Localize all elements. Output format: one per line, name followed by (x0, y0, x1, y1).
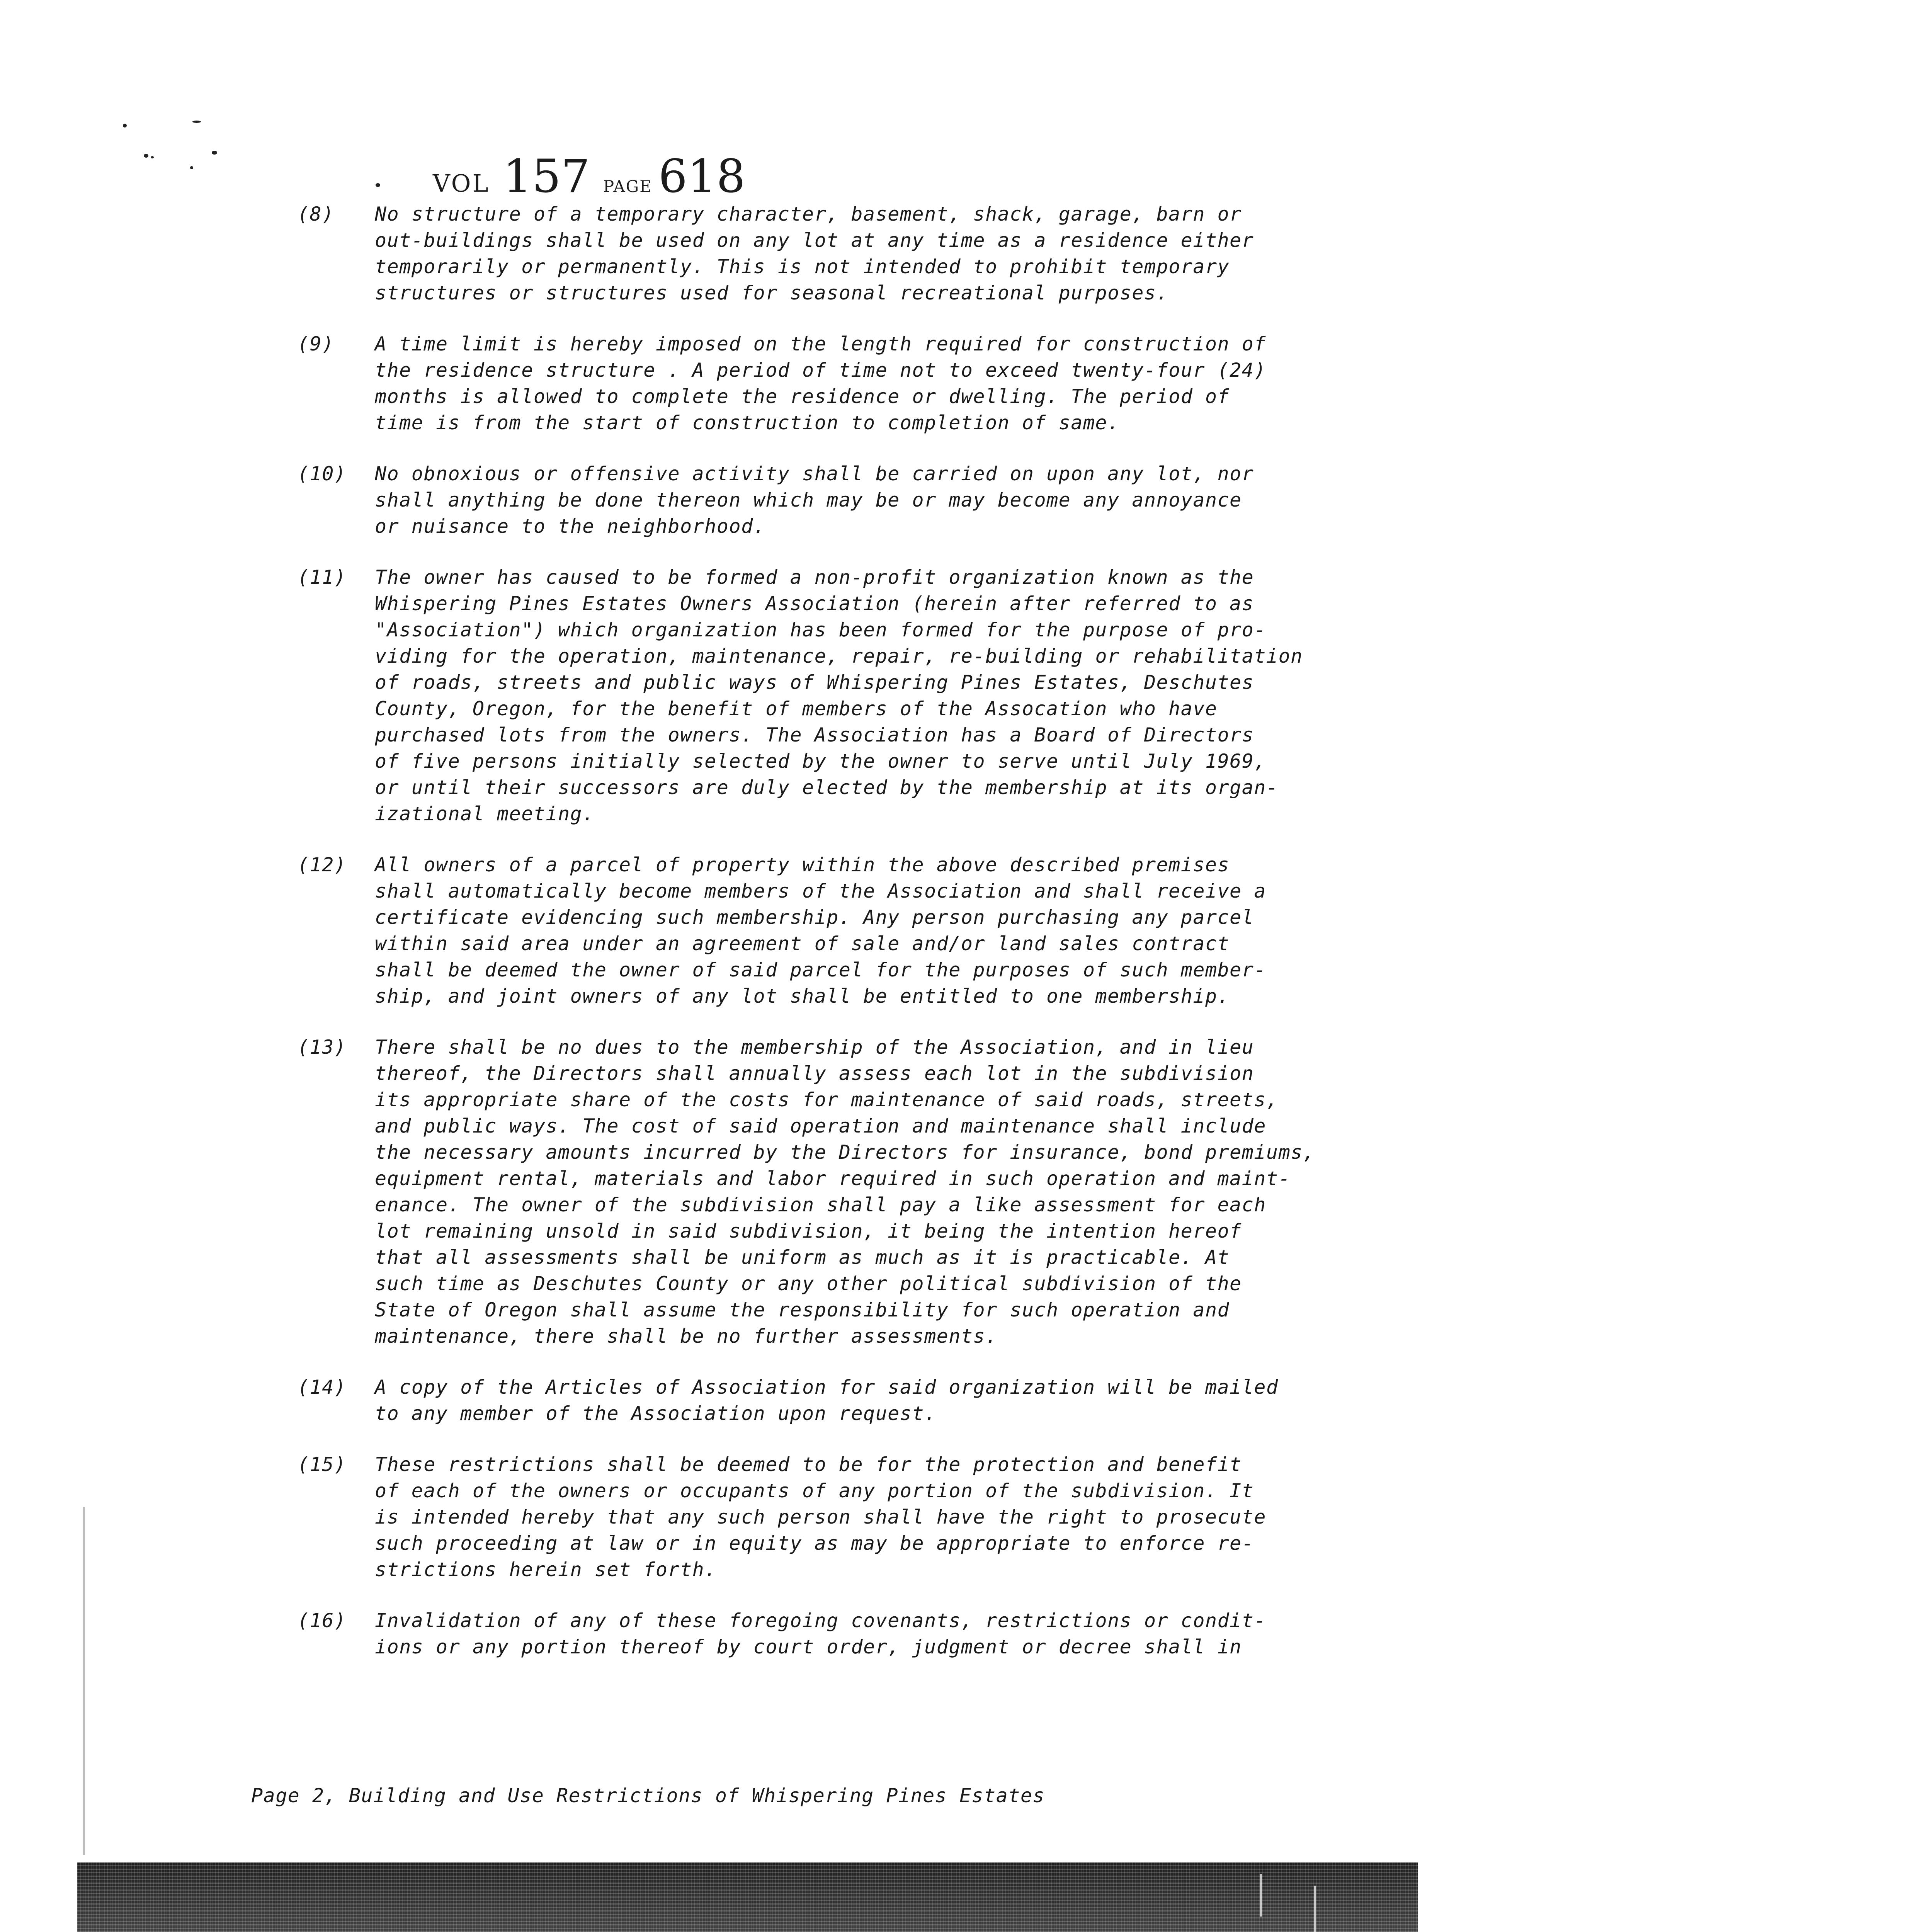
text-line: No obnoxious or offensive activity shall be carried on upon any lot, nor (375, 463, 1254, 485)
paragraph-number: (13) (298, 1036, 347, 1058)
restriction-paragraph (298, 201, 1410, 306)
restriction-paragraph (298, 564, 1410, 827)
text-line: of five persons initially selected by the owner to serve until July 1969, (375, 750, 1266, 772)
paragraph-text (375, 564, 1410, 827)
restriction-paragraph (298, 852, 1410, 1009)
text-line: certificate evidencing such membership. Any person purchasing any parcel (375, 906, 1254, 929)
page-footer: Page 2, Building and Use Restrictions of Whispering Pines Estates (251, 1784, 1045, 1807)
text-line: the necessary amounts incurred by the Directors for insurance, bond premiums, (375, 1141, 1315, 1163)
text-line: to any member of the Association upon request. (375, 1402, 937, 1425)
paragraph-number: (9) (298, 333, 334, 355)
restriction-paragraph (298, 1374, 1410, 1427)
text-line: shall automatically become members of the Association and shall receive a (375, 880, 1266, 902)
scan-speck (151, 156, 154, 158)
text-line: lot remaining unsold in said subdivision, it being the intention hereof (375, 1220, 1242, 1242)
text-line: shall anything be done thereon which may be or may become any annoyance (375, 489, 1242, 511)
text-line: months is allowed to complete the residence or dwelling. The period of (375, 385, 1230, 408)
paragraph-number: (16) (298, 1609, 347, 1632)
text-line: These restrictions shall be deemed to be for the protection and benefit (375, 1453, 1242, 1476)
text-line: or until their successors are duly elected by the membership at its organ- (375, 776, 1279, 799)
scan-mark (1260, 1874, 1262, 1917)
scan-artifact-band (77, 1862, 1418, 1932)
paragraph-text (375, 1607, 1410, 1660)
text-line: The owner has caused to be formed a non-profit organization known as the (375, 566, 1254, 588)
scan-speck (192, 121, 201, 123)
text-line: of each of the owners or occupants of any portion of the subdivision. It (375, 1480, 1254, 1502)
text-line: maintenance, there shall be no further assessments. (375, 1325, 998, 1347)
scan-speck (123, 124, 127, 128)
scan-mark (1314, 1886, 1316, 1932)
volume-number: 157 (503, 150, 590, 203)
paragraph-number: (14) (298, 1376, 347, 1398)
restriction-paragraph (298, 461, 1410, 539)
text-line: No structure of a temporary character, basement, shack, garage, barn or (375, 203, 1242, 225)
text-line: is intended hereby that any such person shall have the right to prosecute (375, 1506, 1266, 1528)
scan-speck (144, 154, 148, 158)
text-line: ions or any portion thereof by court order, judgment or decree shall in (375, 1636, 1242, 1658)
text-line: or nuisance to the neighborhood. (375, 515, 766, 537)
page-label: PAGE (603, 177, 652, 196)
paragraph-text (375, 1374, 1410, 1427)
text-line: and public ways. The cost of said operation and maintenance shall include (375, 1115, 1266, 1137)
paragraph-number: (15) (298, 1453, 347, 1476)
text-line: time is from the start of construction to completion of same. (375, 412, 1120, 434)
text-line: Invalidation of any of these foregoing covenants, restrictions or condit- (375, 1609, 1266, 1632)
paragraph-text (375, 201, 1410, 306)
text-line: "Association") which organization has been formed for the purpose of pro- (375, 619, 1266, 641)
text-line: thereof, the Directors shall annually assess each lot in the subdivision (375, 1062, 1254, 1085)
text-line: ship, and joint owners of any lot shall be entitled to one membership. (375, 985, 1230, 1007)
paragraph-text (375, 852, 1410, 1009)
paragraph-text (375, 1451, 1410, 1583)
text-line: the residence structure . A period of time not to exceed twenty-four (24) (375, 359, 1266, 381)
paragraph-text (375, 331, 1410, 436)
text-line: There shall be no dues to the membership of the Association, and in lieu (375, 1036, 1254, 1058)
text-line: such proceeding at law or in equity as may be appropriate to enforce re- (375, 1532, 1254, 1554)
page-number: 618 (658, 150, 746, 203)
text-line: County, Oregon, for the benefit of members of the Assocation who have (375, 697, 1218, 720)
text-line: A time limit is hereby imposed on the length required for construction of (375, 333, 1266, 355)
paragraph-text (375, 461, 1410, 539)
paragraph-text (375, 1034, 1410, 1349)
text-line: such time as Deschutes County or any other political subdivision of the (375, 1272, 1242, 1295)
text-line: of roads, streets and public ways of Whispering Pines Estates, Deschutes (375, 671, 1254, 694)
scan-speck (212, 151, 217, 155)
scan-speck (376, 183, 380, 187)
restriction-paragraph (298, 331, 1410, 436)
restriction-paragraph (298, 1451, 1410, 1583)
paragraph-number: (12) (298, 854, 347, 876)
text-line: Whispering Pines Estates Owners Association (herein after referred to as (375, 592, 1254, 615)
restriction-paragraph (298, 1607, 1410, 1660)
text-line: A copy of the Articles of Association for said organization will be mailed (375, 1376, 1279, 1398)
text-line: State of Oregon shall assume the responsibility for such operation and (375, 1299, 1230, 1321)
text-line: izational meeting. (375, 803, 595, 825)
text-line: out-buildings shall be used on any lot at any time as a residence either (375, 229, 1254, 252)
text-line: within said area under an agreement of sale and/or land sales contract (375, 932, 1230, 955)
volume-label: VOL (433, 169, 490, 197)
text-line: temporarily or permanently. This is not intended to prohibit temporary (375, 255, 1230, 278)
scan-left-edge (83, 1507, 85, 1855)
restriction-paragraph (298, 1034, 1410, 1349)
text-line: shall be deemed the owner of said parcel for the purposes of such member- (375, 959, 1266, 981)
scan-speck (190, 166, 193, 169)
text-line: viding for the operation, maintenance, repair, re-building or rehabilitation (375, 645, 1303, 667)
volume-page-stamp (433, 141, 745, 203)
text-line: enance. The owner of the subdivision shall pay a like assessment for each (375, 1194, 1266, 1216)
paragraph-number: (10) (298, 463, 347, 485)
text-line: that all assessments shall be uniform as much as it is practicable. At (375, 1246, 1230, 1269)
text-line: equipment rental, materials and labor required in such operation and maint- (375, 1167, 1291, 1190)
paragraph-number: (11) (298, 566, 347, 588)
restrictions-list (298, 201, 1410, 1685)
text-line: its appropriate share of the costs for maintenance of said roads, streets, (375, 1088, 1279, 1111)
paragraph-number: (8) (298, 203, 334, 225)
text-line: All owners of a parcel of property within the above described premises (375, 854, 1230, 876)
text-line: purchased lots from the owners. The Association has a Board of Directors (375, 724, 1254, 746)
text-line: structures or structures used for seasonal recreational purposes. (375, 282, 1169, 304)
text-line: strictions herein set forth. (375, 1558, 717, 1581)
